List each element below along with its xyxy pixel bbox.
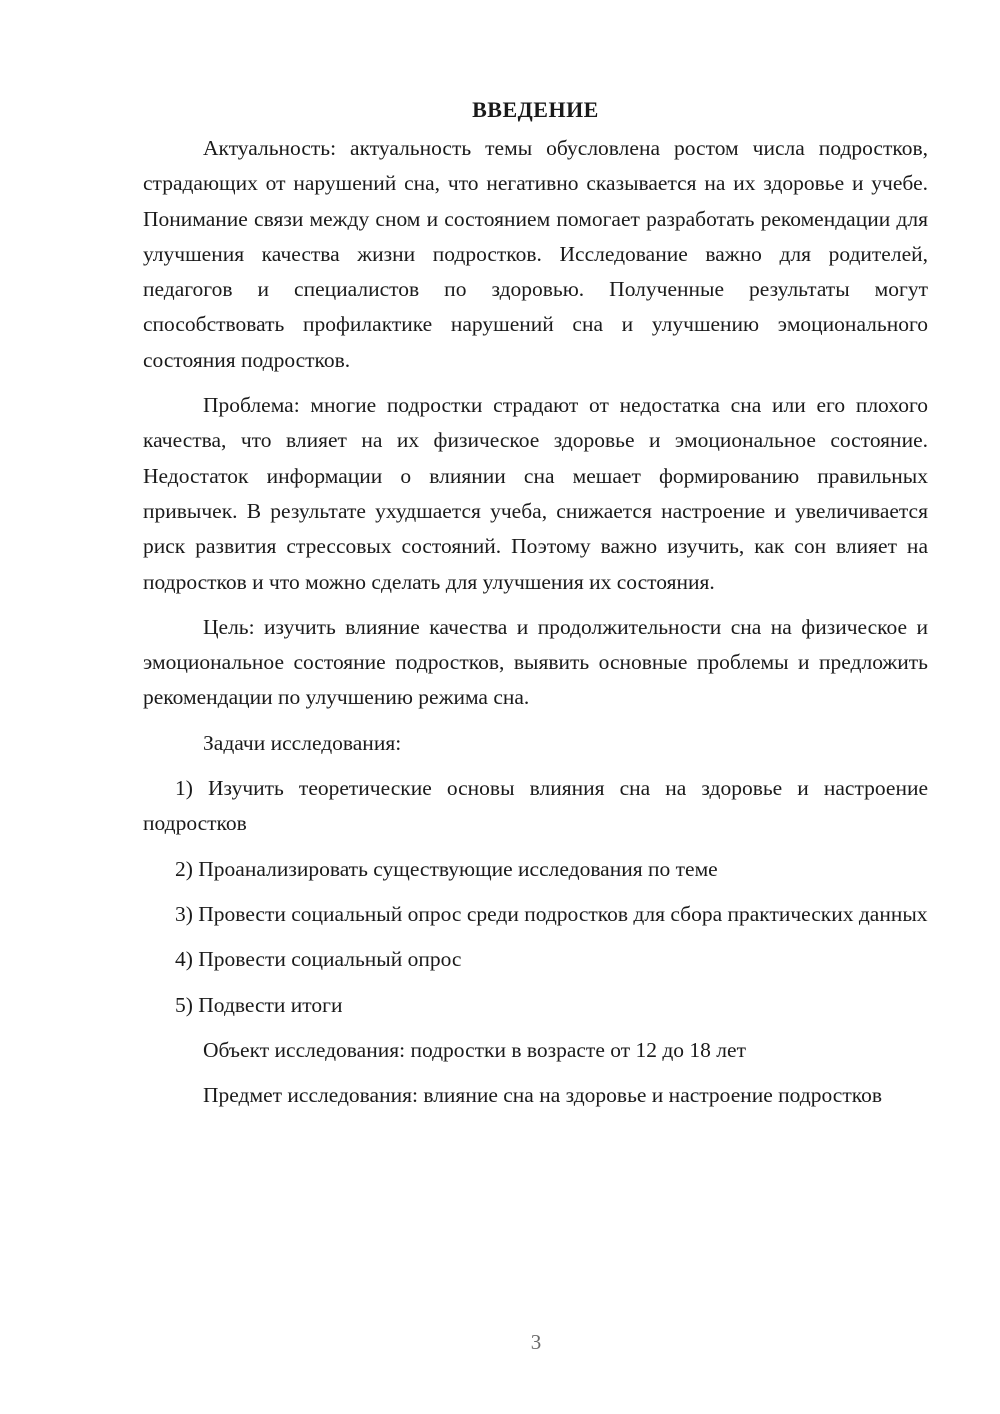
task-item: 5) Подвести итоги: [175, 992, 343, 1017]
relevance-paragraph: Актуальность: актуальность темы обусловлена ростом числа подростков, страдающих от нарушений сна, что негативно сказывается на их здоровье и учебе. Понимание связи между сном и состоянием помогает разработать рекомендации для улучшения качества жизни подростков. Исследование важно для родителей, педагогов и специалистов по здоровью. Полученные результаты могут способствовать профилактике нарушений сна и улучшению эмоционального состояния подростков.: [143, 136, 928, 372]
goal-paragraph: Цель: изучить влияние качества и продолжительности сна на физическое и эмоциональное состояние подростков, выявить основные проблемы и предложить рекомендации по улучшению режима сна.: [143, 614, 928, 710]
subject-paragraph: Предмет исследования: влияние сна на здоровье и настроение подростков: [203, 1083, 882, 1108]
page-number: 3: [530, 1330, 542, 1354]
task-item: 4) Провести социальный опрос: [175, 947, 462, 972]
problem-paragraph: Проблема: многие подростки страдают от недостатка сна или его плохого качества, что влияет на их физическое здоровье и эмоциональное состояние. Недостаток информации о влиянии сна мешает формированию правильных привычек. В результате ухудшается учеба, снижается настроение и увеличивается риск развития стрессовых состояний. Поэтому важно изучить, как сон влияет на подростков и что можно сделать для улучшения их состояния.: [143, 393, 928, 594]
tasks-title: Задачи исследования:: [203, 730, 402, 755]
object-paragraph: Объект исследования: подростки в возрасте от 12 до 18 лет: [203, 1037, 746, 1062]
task-item: 1) Изучить теоретические основы влияния сна на здоровье и настроение подростков: [143, 776, 928, 836]
task-item: 2) Проанализировать существующие исследования по теме: [175, 856, 718, 881]
document-page: [143, 92, 928, 1123]
section-heading: ВВЕДЕНИЕ: [472, 97, 599, 122]
task-item: 3) Провести социальный опрос среди подростков для сбора практических данных: [175, 901, 928, 926]
